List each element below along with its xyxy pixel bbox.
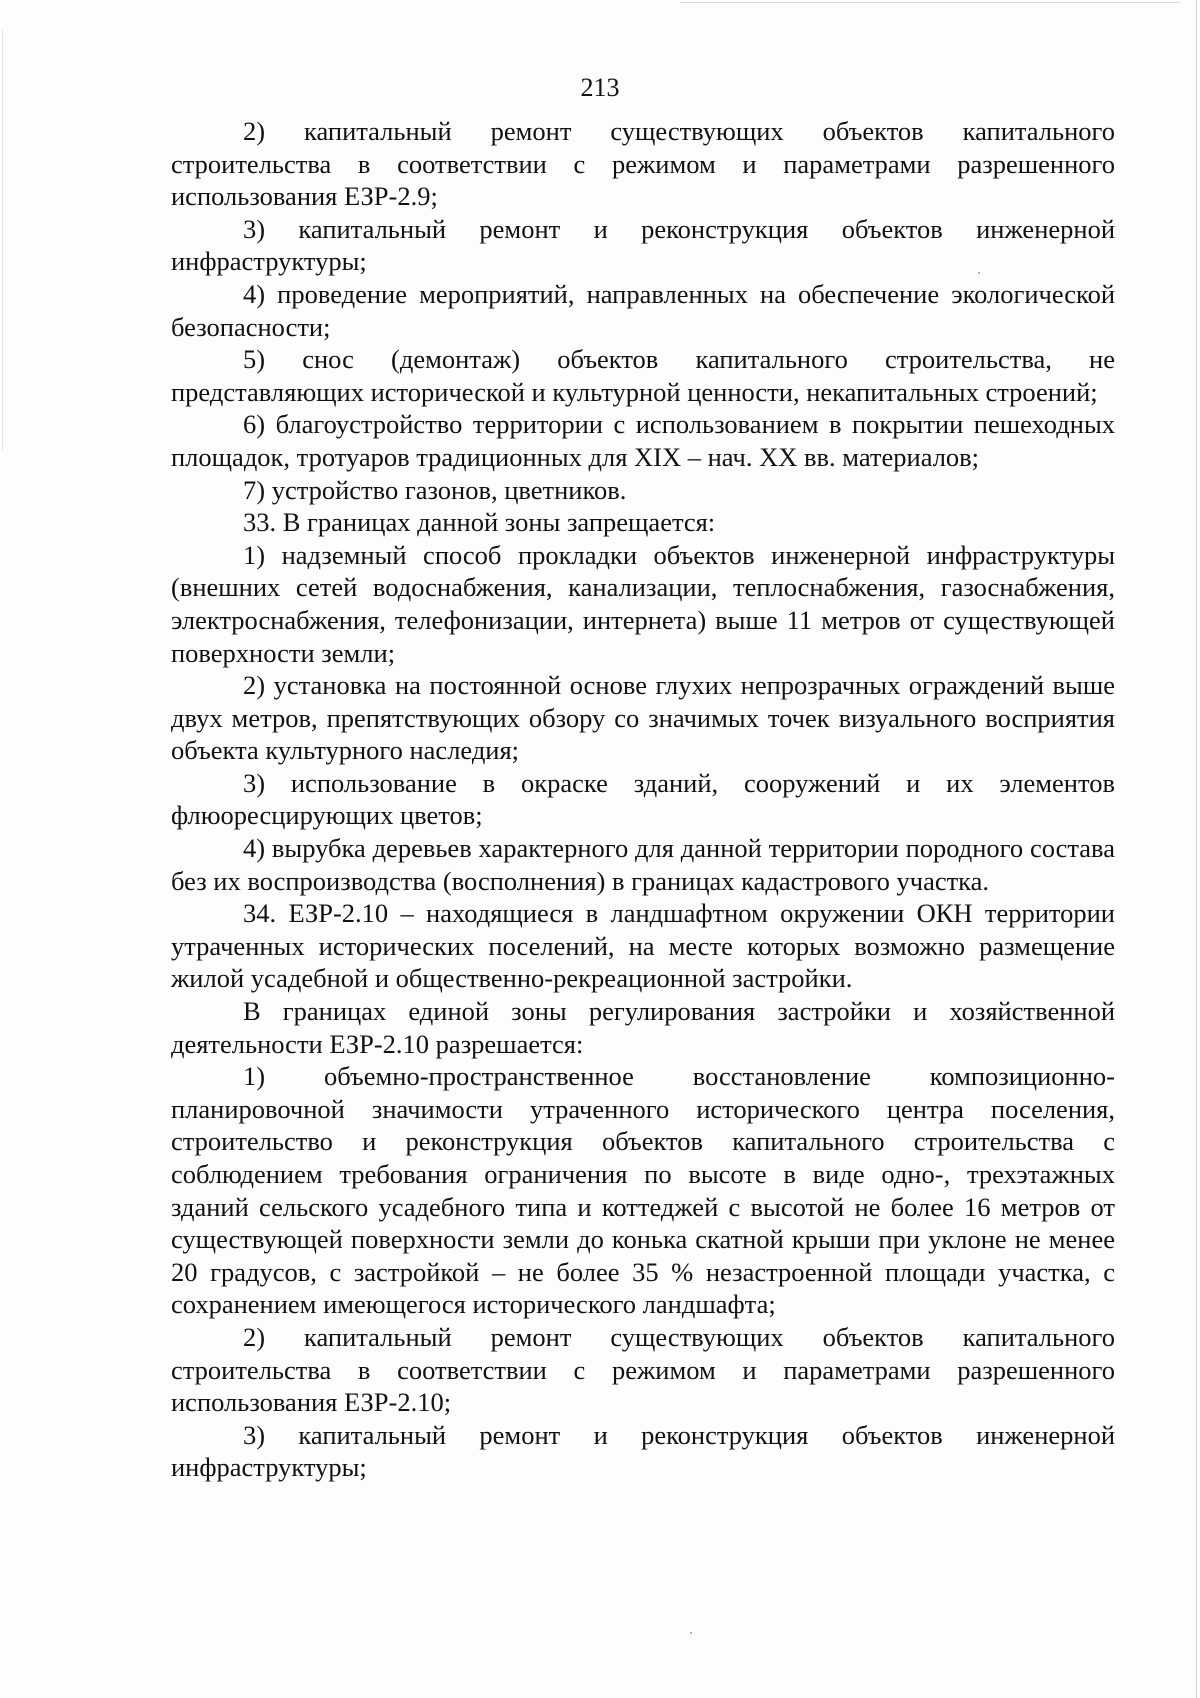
paragraph: 4) проведение мероприятий, направленных на обеспечение экологической безопасности; — [171, 278, 1115, 342]
paragraph: 4) вырубка деревьев характерного для данной территории породного состава без их воспроизводства (восполнения) в границах кадастрового участка. — [171, 833, 1115, 896]
paragraph: 2) капитальный ремонт существующих объектов капитального строительства в соответствии с режимом и параметрами разрешенного использования ЕЗР-2.10; — [171, 1321, 1115, 1418]
paragraph: В границах единой зоны регулирования застройки и хозяйственной деятельности ЕЗР-2.10 разрешается: — [171, 996, 1115, 1059]
paragraph: 5) снос (демонтаж) объектов капитального строительства, не представляющих исторической и культурной ценности, некапитальных строений; — [171, 344, 1115, 407]
paragraph: 1) объемно-пространственное восстановление композиционно-планировочной значимости утраченного исторического центра поселения, строительство и реконструкция объектов капитального строительства с соблюдением требования ограничения по высоте в виде одно-, трехэтажных зданий сельского усадебного типа и коттеджей с высотой не более 16 метров от существующей поверхности земли до конька скатной крыши при уклоне не менее 20 градусов, с застройкой – не более 35 % незастроенной площади участка, с сохранением имеющегося исторического ландшафта; — [171, 1061, 1115, 1320]
scan-edge-top — [680, 2, 1180, 3]
page-number: 213 — [580, 73, 620, 102]
paragraph: 6) благоустройство территории с использованием в покрытии пешеходных площадок, тротуаров традиционных для XIX – нач. XX вв. материалов; — [171, 409, 1115, 472]
paragraph: 7) устройство газонов, цветников. — [243, 474, 627, 505]
scan-edge-right — [1196, 0, 1197, 1698]
paragraph: 2) капитальный ремонт существующих объектов капитального строительства в соответствии с режимом и параметрами разрешенного использования ЕЗР-2.9; — [171, 116, 1115, 212]
paragraph: 1) надземный способ прокладки объектов инженерной инфраструктуры (внешних сетей водоснабжения, канализации, теплоснабжения, газоснабжения, электроснабжения, телефонизации, интернета) выше 11 метров от существующей поверхности земли; — [171, 539, 1115, 668]
paragraph: 3) капитальный ремонт и реконструкция объектов инженерной инфраструктуры; — [171, 213, 1115, 277]
paragraph: 3) использование в окраске зданий, сооружений и их элементов флюоресцирующих цветов; — [171, 767, 1115, 831]
section-heading: 34. ЕЗР-2.10 – находящиеся в ландшафтном окружении ОКН территории утраченных исторических поселений, на месте которых возможно размещение жилой усадебной и общественно-рекреационной застройки. — [171, 898, 1115, 994]
document-body — [171, 115, 1115, 1484]
scan-speck — [690, 1632, 692, 1634]
paragraph: 2) установка на постоянной основе глухих непрозрачных ограждений выше двух метров, препятствующих обзору со значимых точек визуального восприятия объекта культурного наследия; — [171, 670, 1115, 766]
paragraph: 3) капитальный ремонт и реконструкция объектов инженерной инфраструктуры; — [171, 1419, 1115, 1483]
section-heading: 33. В границах данной зоны запрещается: — [243, 507, 716, 538]
